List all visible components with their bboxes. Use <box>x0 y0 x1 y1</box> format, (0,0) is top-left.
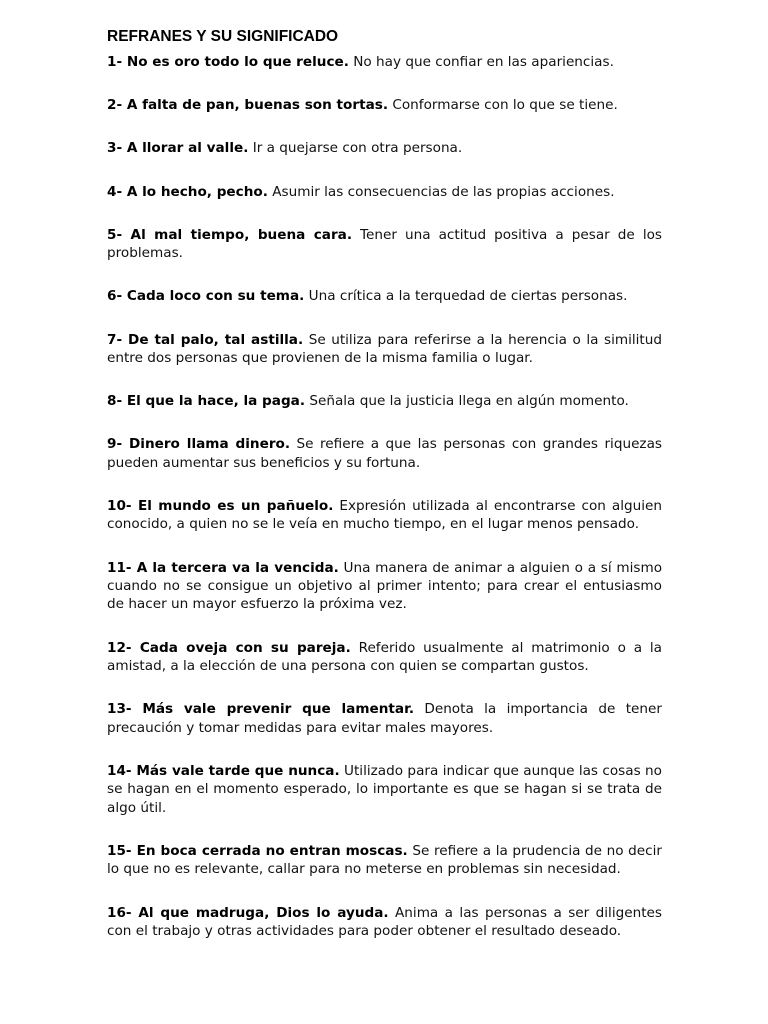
proverb-number: 2- <box>107 97 127 114</box>
proverb-number: 5- <box>107 226 131 243</box>
proverb-phrase: Al que madruga, Dios lo ayuda. <box>138 904 389 921</box>
proverb-phrase: Dinero llama dinero. <box>129 436 291 453</box>
proverb-number: 16- <box>107 904 139 921</box>
proverb-number: 10- <box>107 498 138 515</box>
proverb-item <box>107 842 662 879</box>
proverb-phrase: Cada loco con su tema. <box>126 288 305 305</box>
proverb-item <box>107 226 662 263</box>
proverb-phrase: De tal palo, tal astilla. <box>128 331 304 348</box>
proverb-number: 7- <box>107 331 129 348</box>
proverb-meaning: Asumir las consecuencias de las propias acciones. <box>272 183 615 200</box>
proverb-number: 6- <box>107 288 127 305</box>
proverb-meaning: Tener una actitud positiva a pesar de los problemas. <box>107 226 662 262</box>
proverb-meaning: Conformarse con lo que se tiene. <box>392 97 618 114</box>
proverb-meaning: Expresión utilizada al encontrarse con alguien conocido, a quien no se le veía en mucho tiempo, en el lugar menos pensado. <box>107 498 662 533</box>
proverb-item <box>107 139 662 157</box>
proverb-item <box>107 53 662 71</box>
proverb-item <box>107 497 662 534</box>
proverb-phrase: En boca cerrada no entran moscas. <box>136 842 408 859</box>
proverb-item <box>107 559 662 614</box>
proverb-number: 14- <box>107 762 137 779</box>
proverb-phrase: A la tercera va la vencida. <box>136 559 339 576</box>
proverb-phrase: A falta de pan, buenas son tortas. <box>126 97 389 114</box>
proverb-meaning: Referido usualmente al matrimonio o a la amistad, a la elección de una persona con quien se compartan gustos. <box>107 639 662 675</box>
proverb-item <box>107 762 662 817</box>
proverb-item <box>107 287 662 305</box>
proverb-phrase: Más vale prevenir que lamentar. <box>142 701 414 718</box>
proverb-item <box>107 392 662 410</box>
proverb-item <box>107 183 662 201</box>
proverb-number: 13- <box>107 701 143 718</box>
proverb-meaning: Utilizado para indicar que aunque las cosas no se hagan en el momento esperado, lo importante es que se hagan si se trata de algo útil. <box>107 762 662 816</box>
proverb-phrase: A llorar al valle. <box>126 140 249 157</box>
proverb-number: 8- <box>107 393 127 410</box>
proverb-phrase: No es oro todo lo que reluce. <box>126 54 349 70</box>
proverb-phrase: A lo hecho, pecho. <box>126 183 268 200</box>
proverb-meaning: Denota la importancia de tener precaución y tomar medidas para evitar males mayores. <box>107 701 662 736</box>
proverb-item <box>107 700 662 737</box>
proverb-item <box>107 331 662 368</box>
proverb-phrase: Más vale tarde que nunca. <box>136 762 340 779</box>
proverb-item <box>107 904 662 941</box>
proverb-number: 15- <box>107 842 137 859</box>
proverb-meaning: Una crítica a la terquedad de ciertas personas. <box>308 288 628 305</box>
proverb-meaning: Se refiere a que las personas con grandes riquezas pueden aumentar sus beneficios y su fortuna. <box>107 436 662 471</box>
proverb-meaning: Anima a las personas a ser diligentes con el trabajo y otras actividades para poder obtener el resultado deseado. <box>107 904 662 939</box>
proverb-meaning: Ir a quejarse con otra persona. <box>252 140 463 157</box>
proverb-item <box>107 435 662 472</box>
proverb-number: 3- <box>107 140 127 157</box>
proverb-number: 12- <box>107 639 140 656</box>
proverb-number: 11- <box>107 559 137 576</box>
proverb-meaning: Se refiere a la prudencia de no decir lo que no es relevante, callar para no meterse en problemas sin necesidad. <box>107 842 662 878</box>
proverb-item <box>107 639 662 676</box>
document-page <box>107 26 662 965</box>
proverb-phrase: Al mal tiempo, buena cara. <box>130 226 353 243</box>
proverb-phrase: El mundo es un pañuelo. <box>137 498 334 515</box>
proverb-number: 4- <box>107 183 127 200</box>
proverb-meaning: Una manera de animar a alguien o a sí mismo cuando no se consigue un objetivo al primer intento; para crear el entusiasmo de hacer un mayor esfuerzo la próxima vez. <box>107 559 663 613</box>
proverb-meaning: Se utiliza para referirse a la herencia o la similitud entre dos personas que provienen de la misma familia o lugar. <box>107 331 662 367</box>
proverb-number: 9- <box>107 436 130 453</box>
proverb-phrase: El que la hace, la paga. <box>126 393 306 410</box>
proverb-meaning: No hay que confiar en las apariencias. <box>353 54 614 70</box>
page-title: REFRANES Y SU SIGNIFICADO <box>107 28 339 45</box>
proverb-meaning: Señala que la justicia llega en algún momento. <box>309 393 629 410</box>
proverb-number: 1- <box>107 54 127 70</box>
proverb-phrase: Cada oveja con su pareja. <box>139 639 351 656</box>
proverb-item <box>107 96 662 114</box>
